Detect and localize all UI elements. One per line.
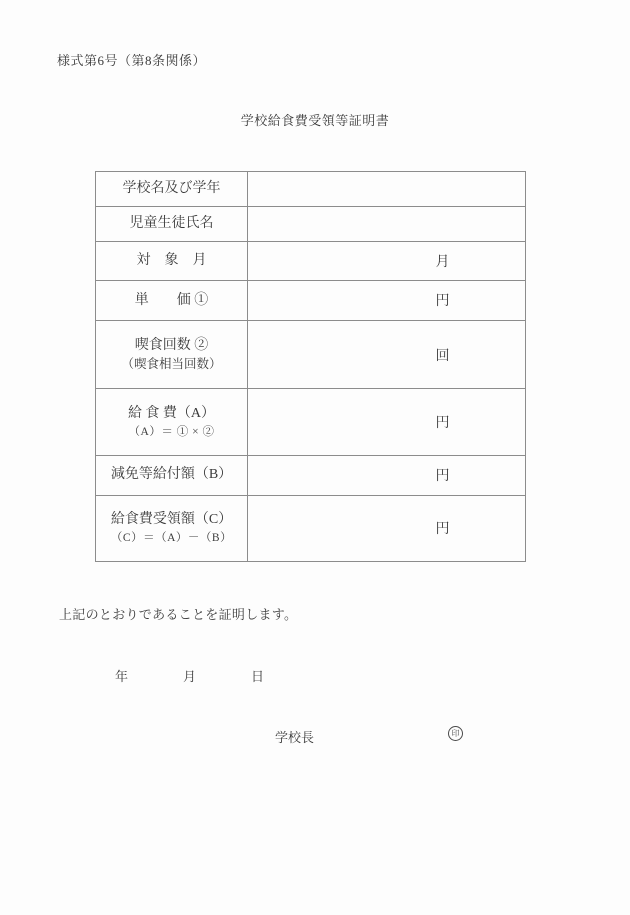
certification-statement: 上記のとおりであることを証明します。 (59, 607, 298, 622)
seal-mark-icon: 印 (448, 726, 463, 741)
row-value-cell (248, 455, 526, 495)
row-label: 喫食回数 ② (134, 337, 209, 353)
table-row (96, 172, 526, 207)
row-label: 給 食 費（A） (127, 406, 216, 422)
row-label: 児童生徒氏名 (129, 215, 214, 231)
form-number: 様式第6号（第8条関係） (57, 53, 207, 68)
row-value-cell (248, 281, 526, 321)
table-row (96, 455, 526, 495)
table-row (96, 389, 526, 455)
certificate-table (95, 171, 526, 562)
row-label: 減免等給付額（B） (110, 467, 233, 483)
signer-line (0, 725, 630, 745)
table-row (96, 320, 526, 389)
unit-label: 円 (435, 522, 450, 538)
signer-title: 学校長 (275, 730, 315, 745)
day-label: 日 (251, 669, 265, 684)
row-label-cell (96, 320, 248, 389)
table-row (96, 241, 526, 281)
row-label-cell (96, 495, 248, 562)
row-sublabel: （A）＝ ① × ② (128, 425, 215, 438)
unit-label: 円 (435, 294, 450, 310)
row-label: 単 価 ① (134, 292, 209, 308)
row-value-cell (248, 241, 526, 281)
unit-label: 円 (435, 469, 450, 485)
row-label-cell (96, 455, 248, 495)
row-sublabel: （C）＝（A）－（B） (110, 531, 233, 544)
date-line (115, 666, 264, 685)
year-label: 年 (115, 669, 129, 684)
page-title: 学校給食費受領等証明書 (240, 113, 390, 128)
row-value-cell (248, 206, 526, 241)
row-label: 学校名及び学年 (122, 181, 221, 197)
row-label-cell (96, 206, 248, 241)
row-value-cell (248, 320, 526, 389)
row-sublabel: （喫食相当回数） (121, 357, 222, 372)
row-label-cell (96, 241, 248, 281)
row-label-cell (96, 281, 248, 321)
table-row (96, 281, 526, 321)
row-label: 対 象 月 (136, 253, 207, 269)
row-label-cell (96, 172, 248, 207)
unit-label: 回 (435, 348, 450, 364)
table-row (96, 495, 526, 562)
row-label-cell (96, 389, 248, 455)
row-value-cell (248, 389, 526, 455)
unit-label: 月 (435, 254, 450, 270)
month-label: 月 (183, 669, 197, 684)
unit-label: 円 (435, 416, 450, 432)
row-label: 給食費受領額（C） (110, 512, 233, 528)
row-value-cell (248, 172, 526, 207)
table-row (96, 206, 526, 241)
row-value-cell (248, 495, 526, 562)
